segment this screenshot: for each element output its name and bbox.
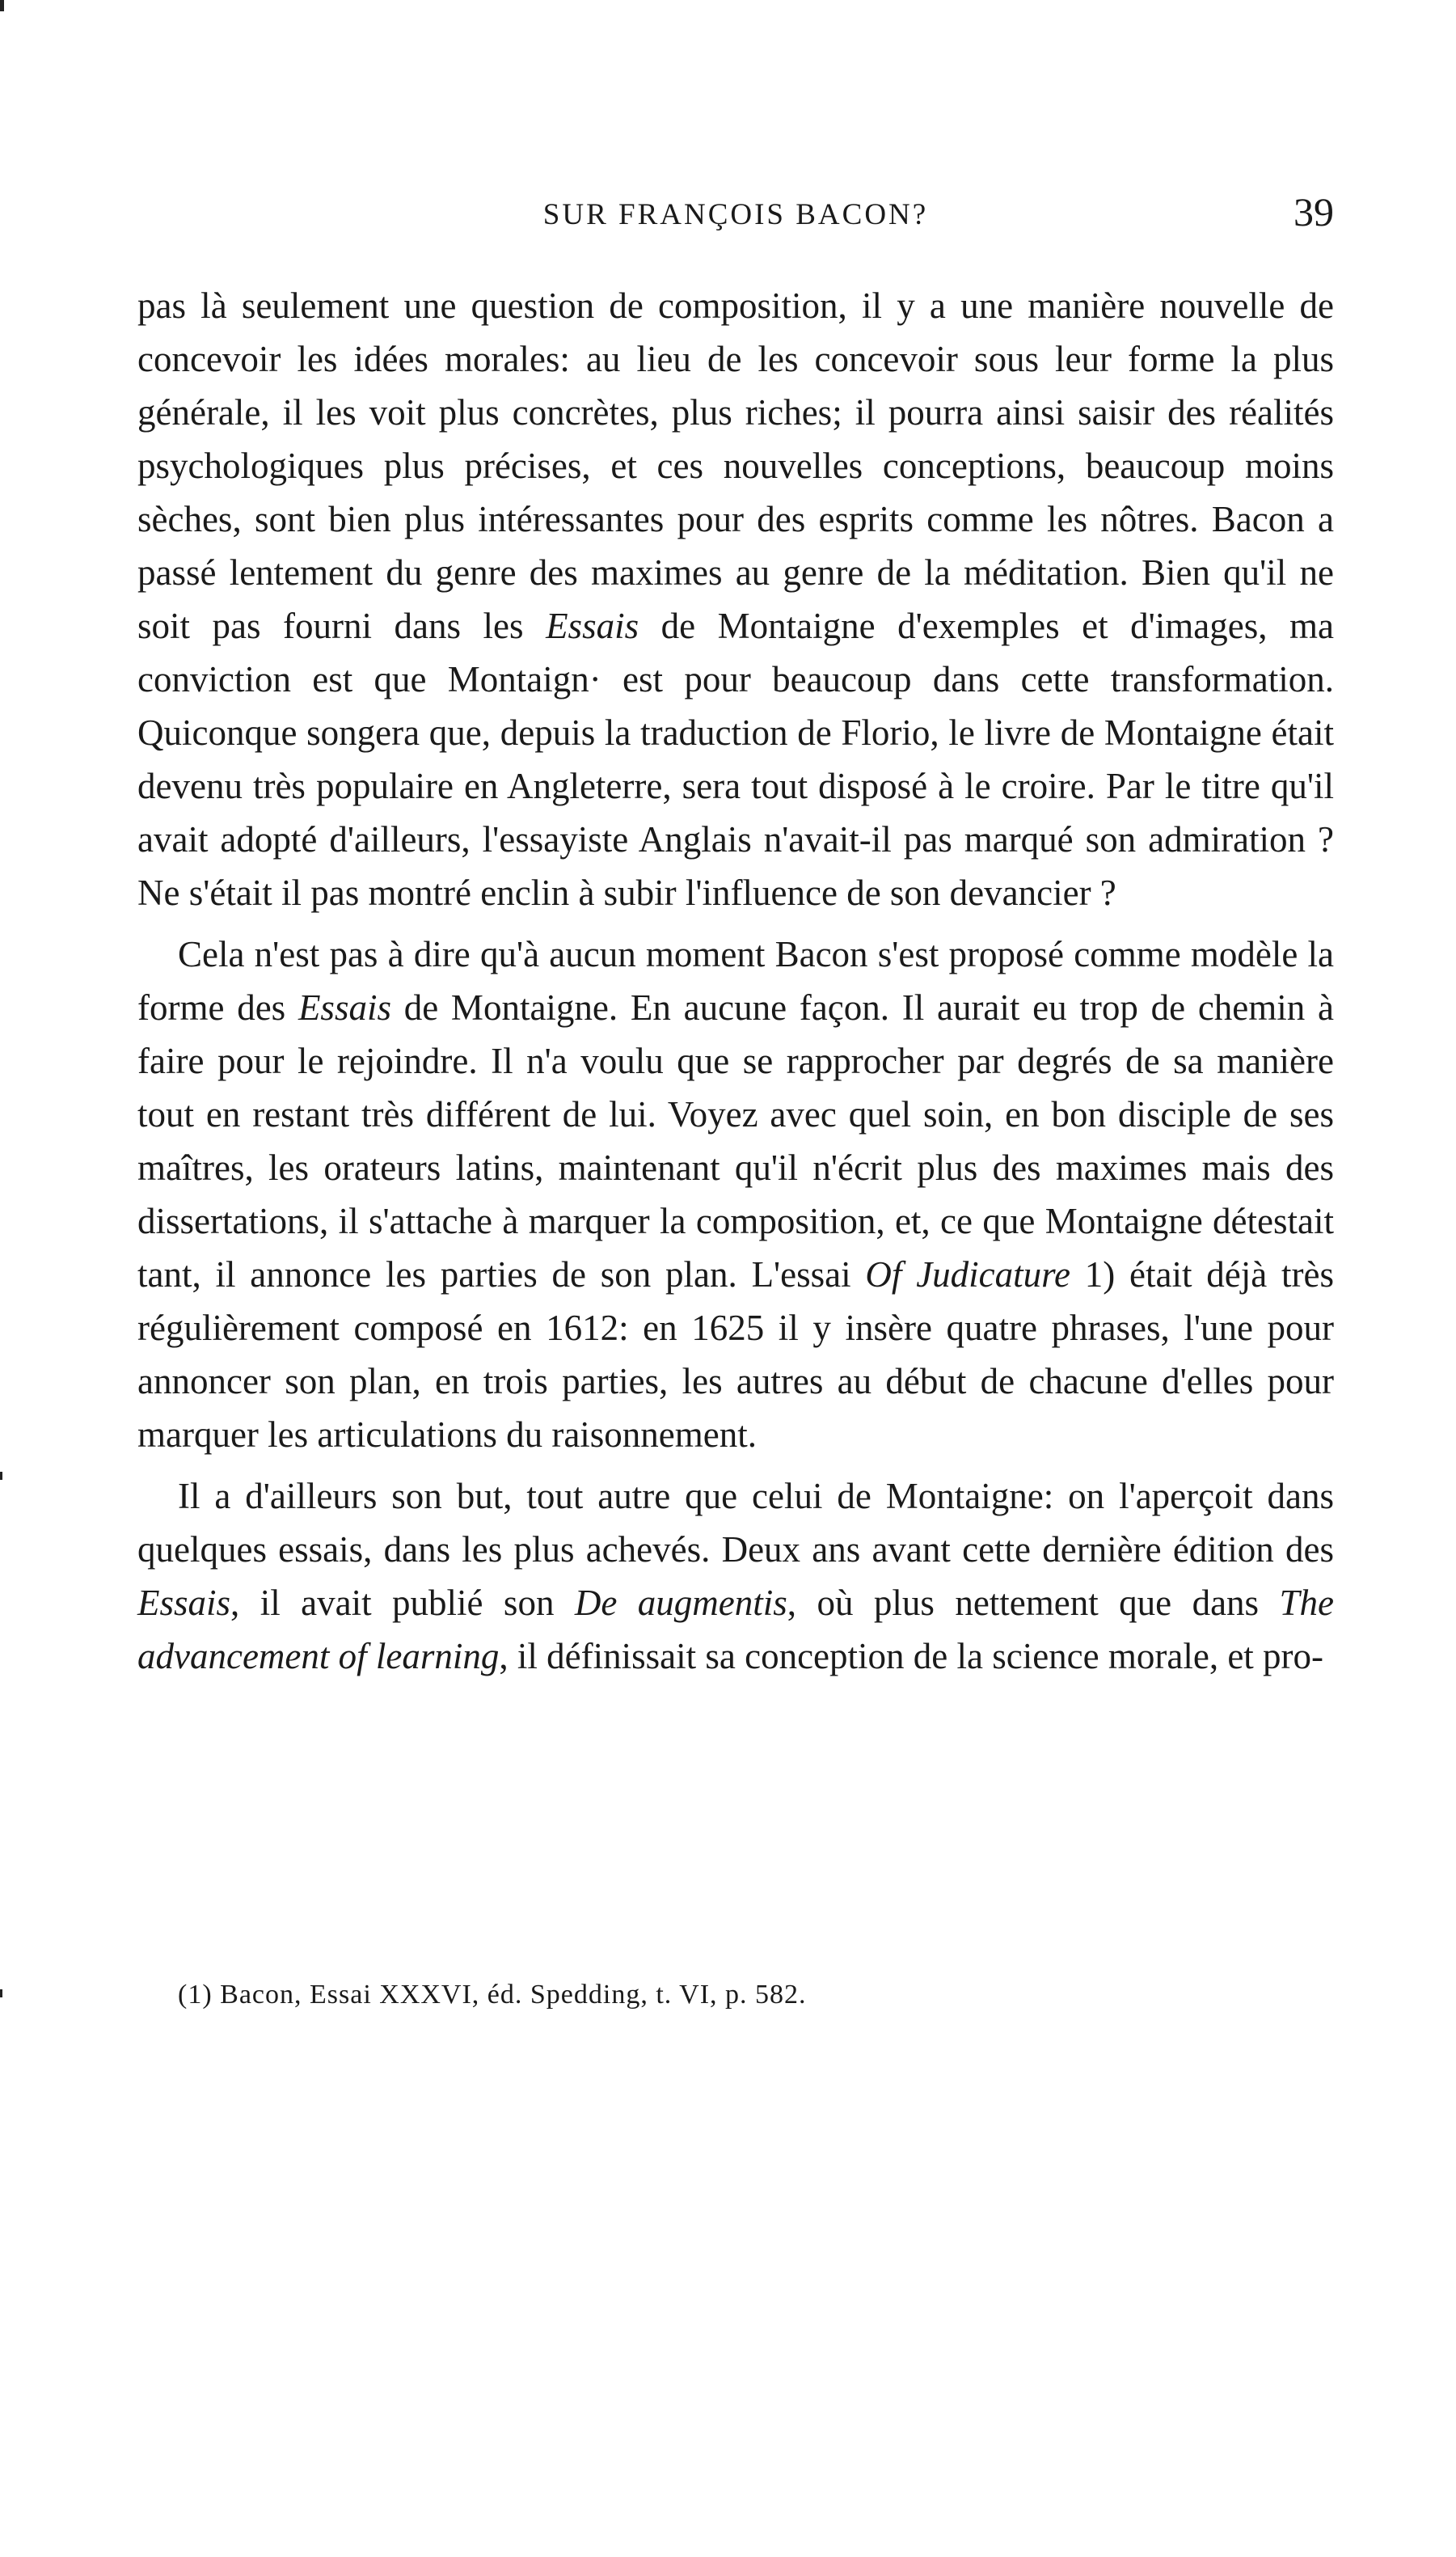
footnote: (1) Bacon, Essai XXXVI, éd. Spedding, t. VI, p. 582. [178, 1980, 807, 2010]
italic-title: De augmentis [574, 1583, 787, 1623]
text-run: de Montaigne d'exemples et d'images, ma conviction est que Montaign· est pour beaucoup dans cette transformation. Quiconque songera que, depuis la traduction de Florio, le livre de Montaigne était devenu très populaire en Angleterre, sera tout disposé à le croire. Par le titre qu'il avait adopté d'ailleurs, l'essayiste Anglais n'avait-il pas marqué son admiration ? Ne s'était il pas montré enclin à subir l'influence de son devancier ? [137, 606, 1334, 913]
text-run: de Montaigne. En aucune façon. Il aurait eu trop de chemin à faire pour le rejoindre. Il n'a voulu que se rapprocher par degrés de sa manière tout en restant très différent de lui. Voyez avec quel soin, en bon disciple de ses maîtres, les orateurs latins, maintenant qu'il n'écrit plus des maximes mais des dissertations, il s'attache à marquer la composition, et, ce que Montaigne détestait tant, il annonce les parties de son plan. L'essai [137, 987, 1335, 1295]
text-run: , il avait publié son [230, 1583, 575, 1623]
text-run: Cela n'est pas à dire qu'à aucun moment Bacon s'est proposé comme modèle la forme des [137, 934, 1334, 1028]
italic-title: Essais [546, 606, 639, 646]
paragraph [137, 1469, 1334, 1683]
scan-edge-mark [0, 1472, 2, 1480]
text-run: pas là seulement une question de composition, il y a une manière nouvelle de concevoir les idées morales: au lieu de les concevoir sous leur forme la plus générale, il les voit plus concrètes, plus riches; il pourra ainsi saisir des réalités psychologiques plus précises, et ces nouvelles conceptions, beaucoup moins sèches, sont bien plus intéressantes pour des esprits comme les nôtres. Bacon a passé lentement du genre des maximes au genre de la méditation. Bien qu'il ne soit pas fourni dans les [137, 285, 1334, 646]
paragraph [137, 279, 1334, 919]
scan-edge-mark [0, 1989, 2, 1997]
italic-title: Essais [137, 1583, 231, 1623]
text-run: , où plus nettement que dans [787, 1583, 1280, 1623]
italic-title: Of Judicature [865, 1254, 1070, 1295]
body-text [137, 279, 1334, 1691]
scan-edge-mark [0, 0, 4, 11]
running-title: SUR FRANÇOIS BACON? [542, 198, 929, 231]
italic-title: Essais [298, 987, 391, 1028]
running-head [137, 184, 1334, 249]
text-run: , il définissait sa conception de la science morale, et pro- [499, 1636, 1324, 1676]
text-run: Il a d'ailleurs son but, tout autre que celui de Montaigne: on l'aperçoit dans quelques essais, dans les plus achevés. Deux ans avant cette dernière édition des [137, 1476, 1334, 1570]
paragraph [137, 928, 1334, 1461]
italic-title: The advancement of learning [137, 1583, 1334, 1676]
page-number: 39 [1294, 189, 1334, 235]
text-run: 1) était déjà très régulièrement composé en 1612: en 1625 il y insère quatre phrases, l'une pour annoncer son plan, en trois parties, les autres au début de chacune d'elles pour marquer les articulations du raisonnement. [137, 1254, 1334, 1455]
